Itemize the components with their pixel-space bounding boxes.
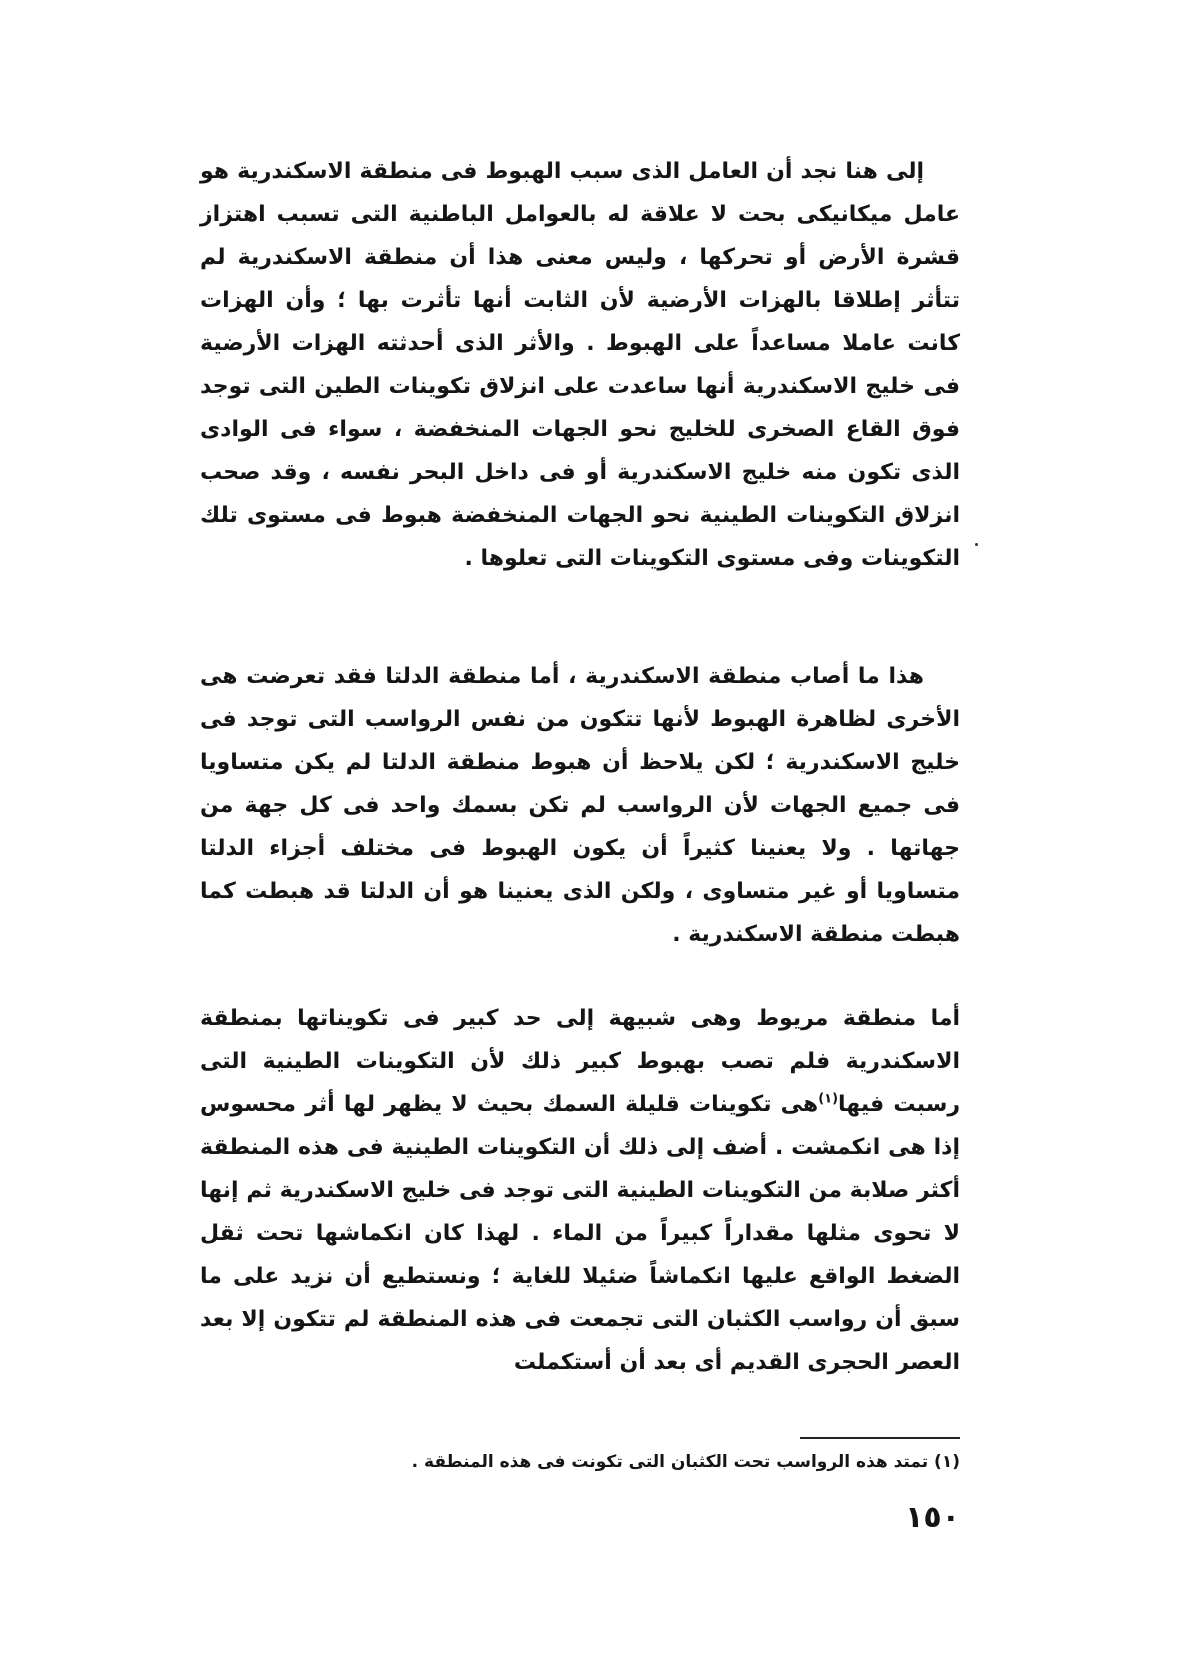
footnote-divider [800, 1437, 960, 1439]
footnote-text: (١) تمتد هذه الرواسب تحت الكثبان التى تكونت فى هذه المنطقة . [411, 1452, 960, 1472]
paragraph-3-part-2: هى تكوينات قليلة السمك بحيث لا يظهر لها أثر محسوس إذا هى انكمشت . أضف إلى ذلك أن التكوينات الطينية فى هذه المنطقة أكثر صلابة من التكوينات الطينية التى توجد فى خليج الاسكندرية ثم إنها لا تحوى مثلها مقداراً كبيراً من الماء . لهذا كان انكماشها تحت ثقل الضغط الواقع عليها انكماشاً ضئيلا للغاية ؛ ونستطيع أن نزيد على ما سبق أن رواسب الكثبان التى تجمعت فى هذه المنطقة لم تتكون إلا بعد العصر الحجرى القديم أى بعد أن أستكملت [200, 1092, 960, 1375]
body-paragraph-2: هذا ما أصاب منطقة الاسكندرية ، أما منطقة الدلتا فقد تعرضت هى الأخرى لظاهرة الهبوط لأنها تتكون من نفس الرواسب التى توجد فى خليج الاسكندرية ؛ لكن يلاحظ أن هبوط منطقة الدلتا لم يكن متساويا فى جميع الجهات لأن الرواسب لم تكن بسمك واحد فى كل جهة من جهاتها . ولا يعنينا كثيراً أن يكون الهبوط فى مختلف أجزاء الدلتا متساويا أو غير متساوى ، ولكن الذى يعنينا هو أن الدلتا قد هبطت كما هبطت منطقة الاسكندرية . [200, 664, 960, 947]
body-paragraph-3 [200, 997, 960, 1384]
footnote-reference: (١) [818, 1091, 839, 1107]
body-paragraph-1: إلى هنا نجد أن العامل الذى سبب الهبوط فى منطقة الاسكندرية هو عامل ميكانيكى بحت لا علاقة له بالعوامل الباطنية التى تسبب اهتزاز قشرة الأرض أو تحركها ، وليس معنى هذا أن منطقة الاسكندرية لم تتأثر إطلاقا بالهزات الأرضية لأن الثابت أنها تأثرت بها ؛ وأن الهزات كانت عاملا مساعداً على الهبوط . والأثر الذى أحدثته الهزات الأرضية فى خليج الاسكندرية أنها ساعدت على انزلاق تكوينات الطين التى توجد فوق القاع الصخرى للخليج نحو الجهات المنخفضة ، سواء فى الوادى الذى تكون منه خليج الاسكندرية أو فى داخل البحر نفسه ، وقد صحب انزلاق التكوينات الطينية نحو الجهات المنخفضة هبوط فى مستوى تلك التكوينات وفى مستوى التكوينات التى تعلوها . [200, 159, 960, 571]
paragraph-3-part-1: أما منطقة مريوط وهى شبيهة إلى حد كبير فى تكويناتها بمنطقة الاسكندرية فلم تصب بهبوط كبير ذلك لأن التكوينات الطينية التى رسبت فيها [200, 1006, 960, 1117]
scan-speck [975, 543, 978, 546]
page-number: ١٥٠ [905, 1500, 960, 1535]
